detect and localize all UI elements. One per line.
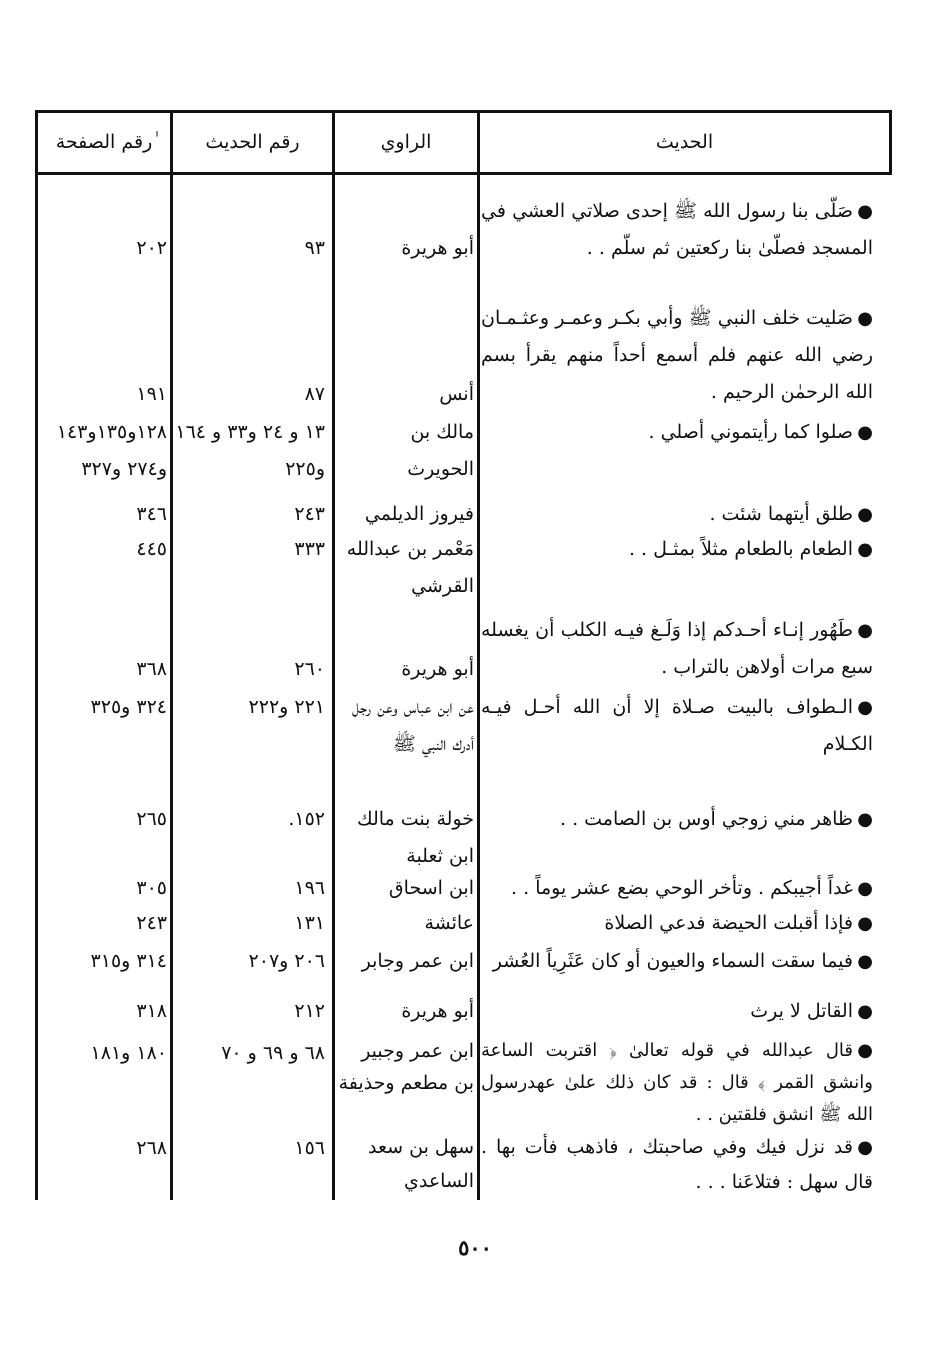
hadith-text — [481, 531, 873, 568]
bullet-icon: ● — [857, 951, 873, 972]
rawi-cell: مالك بن الحويرث — [407, 421, 474, 480]
page-number-cell: ٢٦٥ — [136, 808, 167, 830]
hadith-number-cell: ٩٣ — [304, 237, 325, 259]
hadith-number-cell: ١٩٦ — [294, 877, 325, 899]
hadith-text-content: صَليت خلف النبي ﷺ وأبي بكـر وعمـر وعثـمـان رضي الله عنهم فلم أسمع أحداً منهم يقرأ بسم الله الرحمٰن الرحيم . — [481, 307, 873, 403]
rawi-cell: ابن اسحاق — [388, 877, 474, 899]
page-number-cell: ٣١٤ و٣١٥ — [90, 950, 167, 972]
page-number-cell: ٣٦٨ — [136, 658, 167, 680]
rawi-cell: ابن عمر وجبير بن مطعم وحذيفة — [338, 1040, 474, 1094]
page-number-cell: ٣٤٦ — [136, 503, 167, 525]
hadith-text-content: القاتل لا يرث — [750, 1000, 853, 1022]
hadith-text-content: ظاهر مني زوجي أوس بن الصامت . . — [559, 808, 853, 830]
rawi-cell: عن ابن عباس وعن رجل أدرك النبي ﷺ — [351, 696, 474, 755]
header-page-number: ٰرقم الصفحة — [55, 131, 153, 153]
table-header-border — [35, 172, 892, 175]
hadith-text — [481, 193, 873, 267]
hadith-number-cell: ٢٢١ و٢٢٢ — [248, 696, 325, 718]
page-number-cell: ٢٠٢ — [136, 237, 167, 259]
hadith-text-content: قد نزل فيك وفي صاحبتك ، فاذهب فأت بها . قال سهل : فتلاعَنا . . . — [481, 1136, 873, 1193]
bullet-icon: ● — [857, 878, 873, 899]
hadith-text — [481, 1035, 873, 1131]
hadith-number-cell: ١٣ و ٢٤ و٣٣ و ١٦٤ و٢٢٥ — [175, 421, 325, 480]
bullet-icon: ● — [857, 201, 873, 222]
hadith-text — [481, 414, 873, 451]
hadith-text-content: صَلّى بنا رسول الله ﷺ إحدى صلاتي العشي في المسجد فصلّىٰ بنا ركعتين ثم سلّم . . — [481, 200, 873, 259]
page-number-cell: ١٩١ — [136, 383, 167, 405]
hadith-text-content: قال عبدالله في قوله تعالىٰ ﴿ اقتربت الساعة وانشق القمر ﴾ قال : قد كان ذلك علىٰ عهدرسول الله ﷺ انشق فلقتين . . — [481, 1040, 873, 1125]
hadith-number-cell: ٢١٢ — [294, 1000, 325, 1022]
hadith-text-content: غداً أجيبكم . وتأخر الوحي بضع عشر يوماً . . — [511, 877, 853, 899]
bullet-icon: ● — [857, 308, 873, 329]
table-right-border — [889, 110, 892, 172]
hadith-text — [481, 943, 873, 980]
bullet-icon: ● — [857, 697, 873, 718]
page-number-cell: ٣١٨ — [136, 1000, 167, 1022]
header-hadith: الحديث — [655, 131, 714, 153]
page-number-cell: ٢٤٣ — [136, 912, 167, 934]
hadith-text — [481, 689, 873, 763]
hadith-number-cell: ٢٦٠ — [294, 658, 325, 680]
hadith-number-cell: ١٣١ — [294, 912, 325, 934]
page-number-cell: ٣٢٤ و٣٢٥ — [90, 696, 167, 718]
hadith-text — [481, 496, 873, 533]
rawi-cell: مَعْمر بن عبدالله القرشي — [346, 538, 474, 597]
hadith-number-cell: ١٥٢. — [288, 808, 325, 830]
bullet-icon: ● — [857, 1040, 873, 1061]
bullet-icon: ● — [857, 1001, 873, 1022]
hadith-text — [481, 905, 873, 942]
hadith-number-cell: ٦٨ و ٦٩ و ٧٠ — [221, 1042, 325, 1064]
page-number-footer: ٥٠٠ — [458, 1235, 492, 1260]
page-number-cell: ٣٠٥ — [136, 877, 167, 899]
bullet-icon: ● — [857, 504, 873, 525]
rawi-cell: أنس — [439, 383, 474, 405]
header-rawi: الراوي — [380, 131, 432, 153]
rawi-cell: سهل بن سعد الساعدي — [368, 1136, 474, 1192]
hadith-number-cell: ٣٣٣ — [294, 538, 325, 560]
bullet-icon: ● — [857, 539, 873, 560]
bullet-icon: ● — [857, 809, 873, 830]
table-top-border — [35, 110, 892, 113]
rawi-cell: ابن عمر وجابر — [361, 950, 474, 972]
rawi-cell: أبو هريرة — [401, 1000, 474, 1022]
hadith-text — [481, 1130, 873, 1199]
rawi-cell: عائشة — [424, 912, 474, 934]
page-number-cell: ٤٤٥ — [136, 538, 167, 560]
hadith-number-cell: ٨٧ — [304, 383, 325, 405]
column-divider — [170, 110, 173, 1200]
page-number-cell: ٢٦٨ — [136, 1137, 167, 1159]
hadith-text-content: فإذا أقبلت الحيضة فدعي الصلاة — [604, 912, 853, 934]
hadith-text-content: فيما سقت السماء والعيون أو كان عَثَرِياً العُشر — [492, 950, 853, 972]
hadith-text-content: الـطواف بالبيت صـلاة إلا أن الله أحـل فيـه الكـلام — [481, 696, 873, 755]
rawi-cell: أبو هريرة — [401, 658, 474, 680]
hadith-text-content: صلوا كما رأيتموني أصلي . — [648, 421, 853, 443]
column-divider — [332, 110, 335, 1200]
column-divider — [477, 110, 480, 1200]
hadith-text — [481, 612, 873, 686]
page-number-cell: ١٨٠ و١٨١ — [90, 1042, 167, 1064]
rawi-cell: خولة بنت مالك ابن ثعلبة — [356, 808, 474, 867]
hadith-text — [481, 300, 873, 411]
hadith-text-content: طلق أيتهما شئت . — [709, 503, 853, 525]
hadith-number-cell: ٢٤٣ — [294, 503, 325, 525]
hadith-text-content: طَهُور إنـاء أحـدكم إذا وَلَـغ فيـه الكلب أن يغسله سبع مرات أولاهن بالتراب . — [481, 619, 873, 678]
hadith-text — [481, 993, 873, 1030]
hadith-text — [481, 870, 873, 907]
page-number-cell: ١٢٨و١٣٥و١٤٣ و٢٧٤ و٣٢٧ — [56, 421, 167, 480]
rawi-cell: أبو هريرة — [401, 237, 474, 259]
bullet-icon: ● — [857, 1137, 873, 1158]
hadith-text — [481, 801, 873, 838]
header-hadith-number: رقم الحديث — [205, 131, 300, 153]
hadith-text-content: الطعام بالطعام مثلاً بمثـل . . — [628, 538, 853, 560]
hadith-number-cell: ٢٠٦ و٢٠٧ — [248, 950, 325, 972]
rawi-cell: فيروز الديلمي — [364, 503, 474, 525]
bullet-icon: ● — [857, 620, 873, 641]
bullet-icon: ● — [857, 422, 873, 443]
hadith-number-cell: ١٥٦ — [294, 1137, 325, 1159]
bullet-icon: ● — [857, 913, 873, 934]
